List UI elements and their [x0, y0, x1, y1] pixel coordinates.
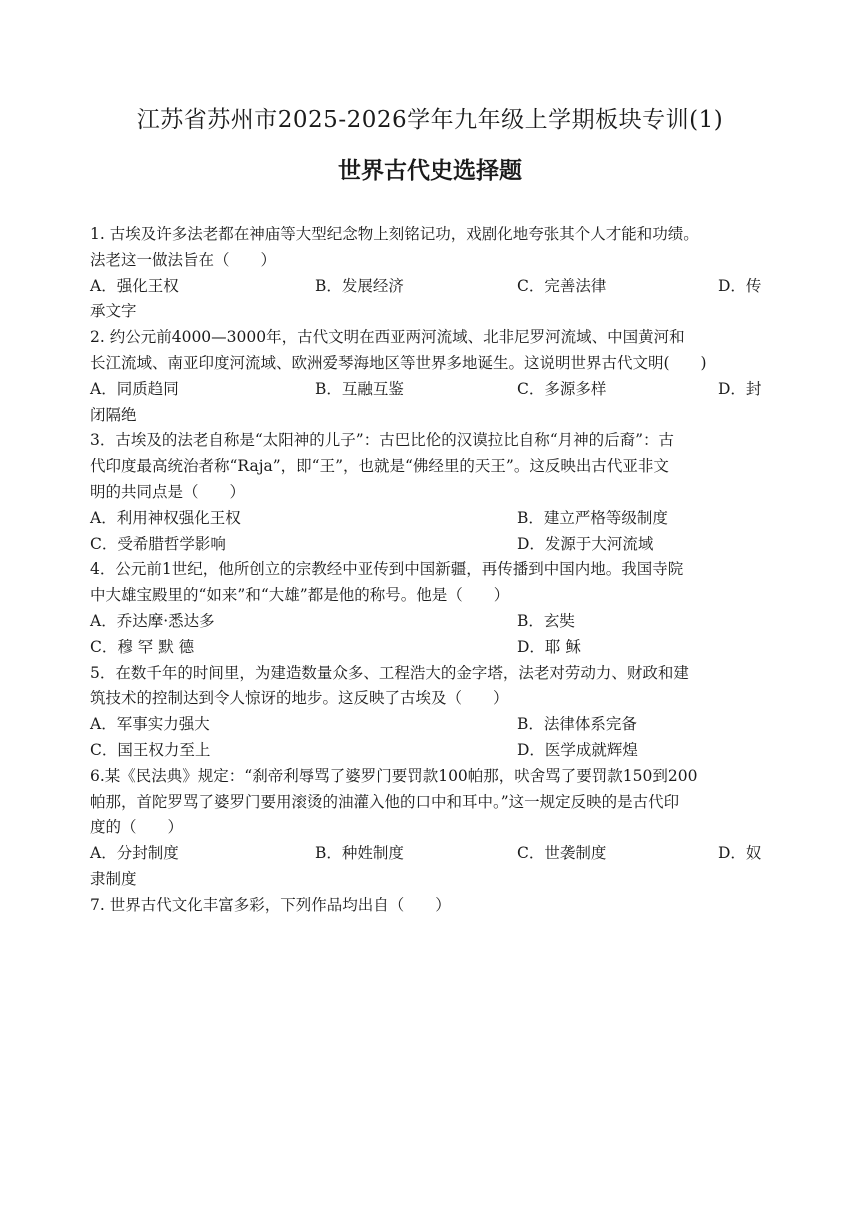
question-stem: 帕那，首陀罗骂了婆罗门要用滚烫的油灌入他的口中和耳中。”这一规定反映的是古代印 — [90, 792, 680, 811]
option-b[interactable]: B．发展经济 — [315, 276, 404, 295]
options-row — [90, 274, 770, 300]
question-stem: 代印度最高统治者称“Raja”，即“王”，也就是“佛经里的天王”。这反映出古代亚非文 — [90, 457, 669, 476]
option-b[interactable]: B．法律体系完备 — [517, 715, 637, 734]
option-d[interactable]: D．医学成就辉煌 — [517, 740, 638, 759]
question-stem: 5．在数千年的时间里，为建造数量众多、工程浩大的金字塔，法老对劳动力、财政和建 — [90, 663, 689, 682]
option-d[interactable]: D．发源于大河流域 — [517, 534, 654, 553]
question-stem: 1. 古埃及许多法老都在神庙等大型纪念物上刻铭记功，戏剧化地夸张其个人才能和功绩。 — [90, 225, 699, 243]
option-a[interactable]: A．利用神权强化王权 — [90, 508, 241, 527]
options-row — [90, 712, 770, 738]
question-stem: 2. 约公元前4000—3000年，古代文明在西亚两河流域、北非尼罗河流域、中国黄河和 — [90, 328, 685, 347]
option-a[interactable]: A．军事实力强大 — [90, 715, 210, 734]
options-row — [90, 738, 770, 764]
option-b[interactable]: B．种姓制度 — [315, 844, 404, 863]
question-list — [90, 222, 770, 919]
option-c[interactable]: C．受希腊哲学影响 — [90, 534, 226, 553]
option-a[interactable]: A．分封制度 — [90, 844, 179, 863]
option-b[interactable]: B．互融互鉴 — [315, 379, 404, 398]
question-stem: 明的共同点是（ ） — [90, 482, 246, 501]
options-row — [90, 506, 770, 532]
question-stem: 度的（ ） — [90, 818, 184, 837]
document-title: 江苏省苏州市2025-2026学年九年级上学期板块专训(1) — [136, 107, 724, 133]
option-b[interactable]: B．建立严格等级制度 — [517, 508, 668, 527]
option-c[interactable]: C．多源多样 — [517, 379, 607, 398]
option-c[interactable]: C．世袭制度 — [517, 844, 607, 863]
question-stem: 筑技术的控制达到令人惊讶的地步。这反映了古埃及（ ） — [90, 689, 509, 708]
question-stem: 4．公元前1世纪，他所创立的宗教经中亚传到中国新疆，再传播到中国内地。我国寺院 — [90, 560, 684, 579]
options-row — [90, 635, 770, 661]
question-3 — [90, 428, 770, 557]
option-b[interactable]: B．玄奘 — [517, 611, 575, 630]
question-stem: 6.某《民法典》规定：“刹帝利辱骂了婆罗门要罚款100帕那，吠舍骂了要罚款150到200 — [90, 766, 698, 785]
options-row — [90, 841, 770, 867]
question-1 — [90, 222, 770, 325]
question-5 — [90, 661, 770, 764]
document-subtitle: 世界古代史选择题 — [338, 158, 522, 184]
option-d-continuation: 闭隔绝 — [90, 405, 137, 424]
option-c[interactable]: C．完善法律 — [517, 276, 607, 295]
option-a[interactable]: A．乔达摩·悉达多 — [90, 611, 215, 630]
question-7 — [90, 893, 770, 919]
option-c[interactable]: C．穆 罕 默 德 — [90, 637, 195, 656]
question-stem: 中大雄宝殿里的“如来”和“大雄”都是他的称号。他是（ ） — [90, 586, 510, 605]
question-stem: 7. 世界古代文化丰富多彩，下列作品均出自（ ） — [90, 895, 451, 914]
option-d[interactable]: D．封 — [718, 379, 762, 398]
question-2 — [90, 325, 770, 428]
question-stem: 长江流域、南亚印度河流域、欧洲爱琴海地区等世界多地诞生。这说明世界古代文明( ) — [90, 353, 707, 372]
option-d[interactable]: D．耶 稣 — [517, 637, 581, 656]
option-a[interactable]: A．同质趋同 — [90, 379, 179, 398]
option-c[interactable]: C．国王权力至上 — [90, 740, 211, 759]
options-row — [90, 532, 770, 558]
option-a[interactable]: A．强化王权 — [90, 276, 179, 295]
question-4 — [90, 557, 770, 660]
question-stem: 法老这一做法旨在（ ） — [90, 250, 277, 269]
options-row — [90, 377, 770, 403]
options-row — [90, 609, 770, 635]
question-6 — [90, 764, 770, 893]
option-d-continuation: 隶制度 — [90, 869, 137, 888]
option-d-continuation: 承文字 — [90, 302, 137, 321]
option-d[interactable]: D．传 — [718, 276, 762, 295]
question-stem: 3．古埃及的法老自称是“太阳神的儿子”：古巴比伦的汉谟拉比自称“月神的后裔”：古 — [90, 431, 675, 450]
option-d[interactable]: D．奴 — [718, 844, 762, 863]
